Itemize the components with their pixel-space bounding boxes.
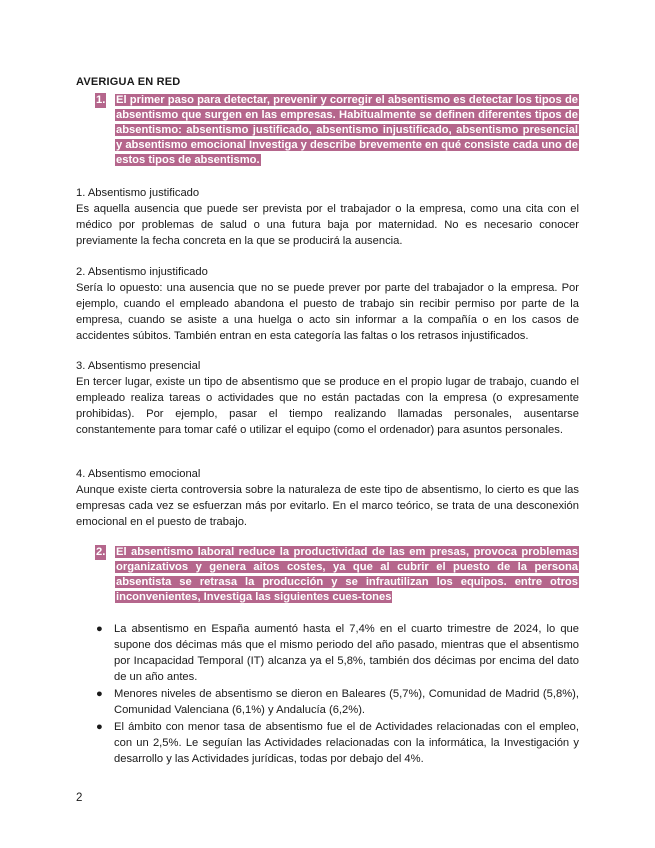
list-item bbox=[96, 719, 579, 767]
bullet-icon: ● bbox=[96, 623, 103, 635]
section-body: Es aquella ausencia que puede ser prevista por el trabajador o la empresa, como una cita con el médico por problemas de salud o una futura baja por maternidad. No es necesario conocer previamente la fecha concreta en la que se producirá la ausencia. bbox=[76, 203, 579, 247]
page-number: 2 bbox=[76, 792, 83, 804]
list-item-text: Menores niveles de absentismo se dieron en Baleares (5,7%), Comunidad de Madrid (5,8%), Comunidad Valenciana (6,1%) y Andalucía (6,2%). bbox=[114, 688, 579, 716]
section-body: Aunque existe cierta controversia sobre la naturaleza de este tipo de absentismo, lo cierto es que las empresas cada vez se esfuerzan más por evitarlo. En el marco teórico, se trata de una desconexión emocional en el puesto de trabajo. bbox=[76, 484, 579, 528]
bullet-icon: ● bbox=[96, 721, 103, 733]
section-title: 1. Absentismo justificado bbox=[76, 187, 200, 199]
section-justificado bbox=[76, 185, 579, 249]
section-injustificado bbox=[76, 264, 579, 344]
section-emocional bbox=[76, 466, 579, 530]
section-title: 3. Absentismo presencial bbox=[76, 360, 201, 372]
task-1-text: El primer paso para detectar, prevenir y corregir el absentismo es detectar los tipos de absentismo que surgen en las empresas. Habitualmente se definen diferentes tipos de absentismo: absentismo justificado, absentismo injustificado, absentismo presencial y absentismo emocional Investiga y describe brevemente en qué consiste cada uno de estos tipos de absentismo. bbox=[116, 94, 578, 166]
list-item-text: La absentismo en España aumentó hasta el 7,4% en el cuarto trimestre de 2024, lo que supone dos décimas más que el mismo periodo del año pasado, mientras que el absentismo por Incapacidad Temporal (IT) alcanza ya el 5,8%, también dos décimas por encima del dato de un año antes. bbox=[114, 623, 579, 683]
section-body: En tercer lugar, existe un tipo de absentismo que se produce en el propio lugar de trabajo, cuando el empleado realiza tareas o actividades que no están pactadas con la empresa (o expresamente prohibidas). Por ejemplo, pasar el tiempo realizando llamadas personales, ausentarse constantemente para tomar café o utilizar el equipo (como el ordenador) para asuntos personales. bbox=[76, 376, 579, 436]
section-title: 4. Absentismo emocional bbox=[76, 468, 201, 480]
bullet-icon: ● bbox=[96, 688, 103, 700]
task-2-number: 2. bbox=[96, 546, 106, 558]
bullet-list bbox=[96, 621, 579, 768]
task-1-number: 1. bbox=[96, 94, 106, 106]
list-item bbox=[96, 621, 579, 685]
section-presencial bbox=[76, 358, 579, 438]
task-2-text: El absentismo laboral reduce la productividad de las em presas, provoca problemas organizativos y genera aitos costes, ya que al cubrir el puesto de la persona absentista se retrasa la producción y se infrautilizan los equipos. entre otros inconvenientes, Investiga las siguientes cues-tones bbox=[116, 546, 578, 603]
section-body: Sería lo opuesto: una ausencia que no se puede prever por parte del trabajador o la empresa. Por ejemplo, cuando el empleado abandona el puesto de trabajo sin recibir permiso por parte de la empresa, cuando se asiste a una huelga o acto sin informar a la compañía o en los casos de accidentes súbitos. También entran en esta categoría las faltas o los retrasos injustificados. bbox=[76, 282, 579, 342]
task-1 bbox=[95, 93, 579, 168]
page-heading: AVERIGUA EN RED bbox=[76, 76, 181, 88]
list-item-text: El ámbito con menor tasa de absentismo fue el de Actividades relacionadas con el empleo, con un 2,5%. Le seguían las Actividades relacionadas con la informática, la Investigación y desarrollo y las Actividades jurídicas, todas por debajo del 4%. bbox=[114, 721, 579, 765]
list-item bbox=[96, 686, 579, 718]
task-2 bbox=[95, 545, 579, 605]
section-title: 2. Absentismo injustificado bbox=[76, 266, 208, 278]
